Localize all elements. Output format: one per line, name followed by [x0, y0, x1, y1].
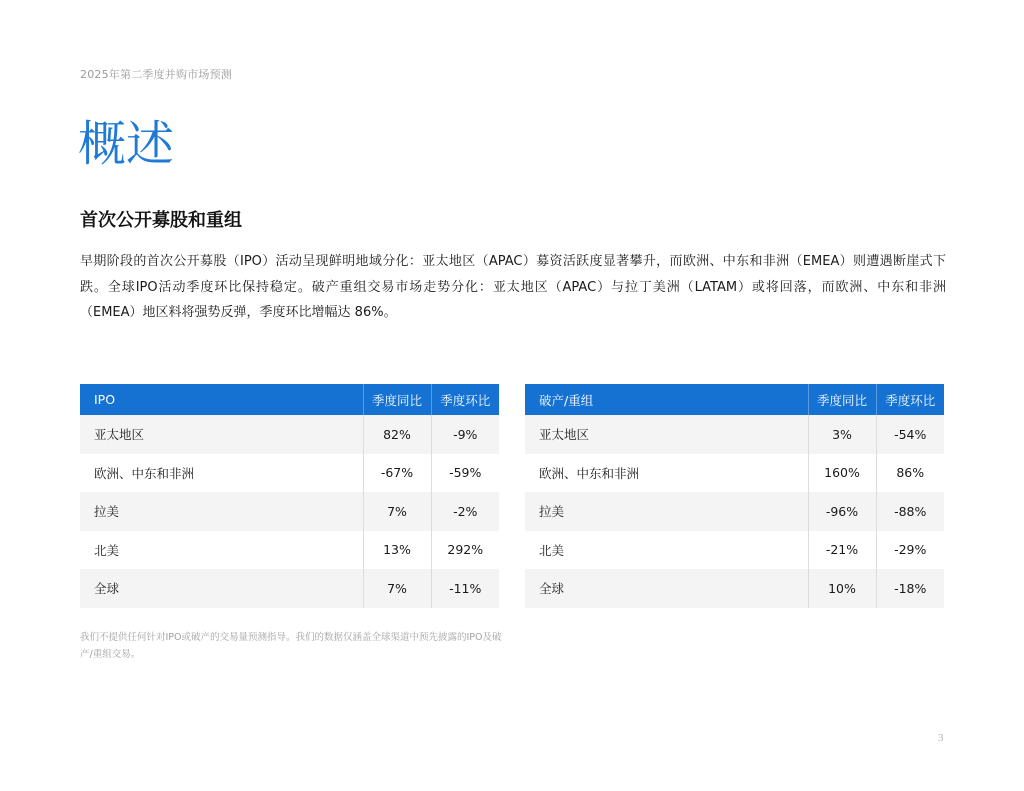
yoy-cell: -67% [363, 454, 431, 493]
yoy-cell: 10% [808, 569, 876, 608]
page-number: 3 [938, 732, 944, 744]
table-header-row [80, 384, 499, 415]
region-cell: 北美 [80, 531, 363, 570]
qoq-cell: -11% [431, 569, 499, 608]
table-row [80, 492, 499, 531]
column-header: 季度环比 [431, 384, 499, 415]
table-row [525, 492, 944, 531]
page-title: 概述 [78, 116, 175, 172]
qoq-cell: 292% [431, 531, 499, 570]
region-cell: 亚太地区 [525, 415, 808, 454]
table-row [80, 569, 499, 608]
qoq-cell: -88% [876, 492, 944, 531]
region-cell: 拉美 [80, 492, 363, 531]
document-header: 2025年第二季度并购市场预测 [80, 68, 232, 81]
column-header: 破产/重组 [525, 384, 808, 415]
region-cell: 北美 [525, 531, 808, 570]
yoy-cell: 82% [363, 415, 431, 454]
yoy-cell: -21% [808, 531, 876, 570]
qoq-cell: -29% [876, 531, 944, 570]
table-row [80, 531, 499, 570]
yoy-cell: 160% [808, 454, 876, 493]
body-paragraph: 早期阶段的首次公开募股（IPO）活动呈现鲜明地域分化：亚太地区（APAC）募资活跃度显著攀升，而欧洲、中东和非洲（EMEA）则遭遇断崖式下跌。全球IPO活动季度环比保持稳定。破产重组交易市场走势分化：亚太地区（APAC）与拉丁美洲（LATAM）或将回落，而欧洲、中东和非洲（EMEA）地区料将强势反弹，季度环比增幅达 86%。 [80, 254, 946, 320]
region-cell: 亚太地区 [80, 415, 363, 454]
section-heading: 首次公开募股和重组 [80, 210, 242, 231]
column-header: 季度同比 [808, 384, 876, 415]
column-header: IPO [80, 384, 363, 415]
yoy-cell: 13% [363, 531, 431, 570]
region-cell: 全球 [525, 569, 808, 608]
table-row [80, 454, 499, 493]
column-header: 季度同比 [363, 384, 431, 415]
qoq-cell: -54% [876, 415, 944, 454]
yoy-cell: 7% [363, 569, 431, 608]
qoq-cell: -18% [876, 569, 944, 608]
region-cell: 全球 [80, 569, 363, 608]
ipo-table [80, 384, 499, 608]
qoq-cell: -2% [431, 492, 499, 531]
table-header-row [525, 384, 944, 415]
qoq-cell: -9% [431, 415, 499, 454]
footnote: 我们不提供任何针对IPO或破产的交易量预测指导。我们的数据仅涵盖全球渠道中预先披露的IPO及破产/重组交易。 [80, 632, 502, 660]
region-cell: 拉美 [525, 492, 808, 531]
table-row [525, 531, 944, 570]
yoy-cell: -96% [808, 492, 876, 531]
qoq-cell: -59% [431, 454, 499, 493]
table-row [80, 415, 499, 454]
region-cell: 欧洲、中东和非洲 [80, 454, 363, 493]
qoq-cell: 86% [876, 454, 944, 493]
table-row [525, 415, 944, 454]
table-row [525, 569, 944, 608]
table-row [525, 454, 944, 493]
yoy-cell: 3% [808, 415, 876, 454]
yoy-cell: 7% [363, 492, 431, 531]
bankruptcy-table [525, 384, 944, 608]
column-header: 季度环比 [876, 384, 944, 415]
region-cell: 欧洲、中东和非洲 [525, 454, 808, 493]
